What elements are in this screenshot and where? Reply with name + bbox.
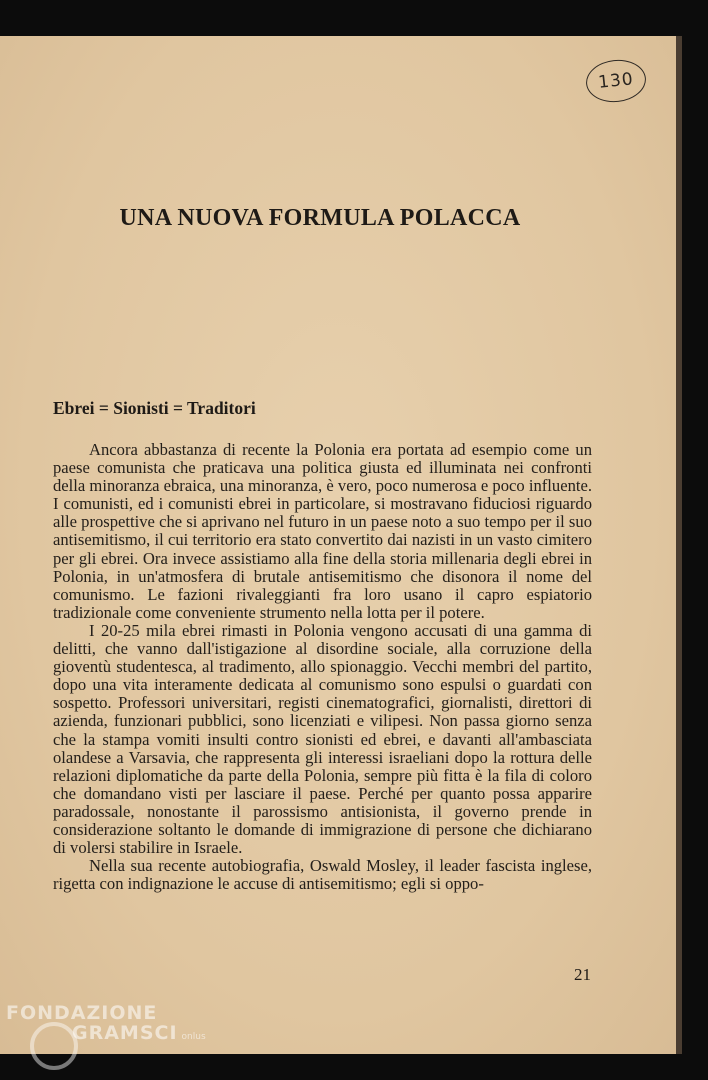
paragraph-3: Nella sua recente autobiografia, Oswald Mosley, il leader fascista inglese, rigetta con indignazione le accuse di antisemitismo; egli si oppo-	[53, 856, 592, 894]
section-heading: Ebrei = Sionisti = Traditori	[53, 398, 256, 418]
paragraph-1: Ancora abbastanza di recente la Polonia era portata ad esempio come un paese comunista che praticava una politica giusta ed illuminata nei confronti della minoranza ebraica, una minoranza, è vero, poco numerosa e poco influente. I comunisti, ed i comunisti ebrei in particolare, si mostravano fiduciosi riguardo alle prospettive che si aprivano nel futuro in un paese noto a suo tempo per il suo antisemitismo, il cui territorio era stato convertito dai nazisti in un vasto cimitero per gli ebrei. Ora invece assistiamo alla fine della storia millenaria degli ebrei in Polonia, in un'atmosfera di brutale antisemitismo che disonora il nome del comunismo. Le fazioni rivaleggianti fra loro usano il capro espiatorio tradizionale come conveniente strumento nella lotta per il potere.	[53, 440, 592, 622]
watermark-line1: FONDAZIONE	[6, 1002, 158, 1024]
watermark	[6, 1003, 206, 1047]
watermark-suffix: onlus	[181, 1032, 206, 1042]
watermark-line2-text: GRAMSCI	[72, 1022, 178, 1044]
article-title: UNA NUOVA FORMULA POLACCA	[119, 205, 521, 231]
paragraph-2: I 20-25 mila ebrei rimasti in Polonia vengono accusati di una gamma di delitti, che vanno dall'istigazione al disordine sociale, alla corruzione della gioventù studentesca, al tradimento, allo spionaggio. Vecchi membri del partito, dopo una vita interamente dedicata al comunismo sono espulsi o guardati con sospetto. Professori universitari, registi cinematografici, giornalisti, direttori di azienda, funzionari pubblici, sono licenziati e vilipesi. Non passa giorno senza che la stampa vomiti insulti contro sionisti ed ebrei, e davanti all'ambasciata olandese a Varsavia, che rappresenta gli interessi israeliani dopo la rottura delle relazioni diplomatiche da parte della Polonia, sempre più fitta è la fila di coloro che domandano visti per lasciare il paese. Perché per quanto possa apparire paradossale, nonostante il parossismo antisionista, il governo prende in considerazione soltanto le domande di immigrazione di persone che dichiarano di volersi stabilire in Israele.	[53, 620, 592, 858]
archive-number-stamp: 130	[584, 57, 648, 105]
page-number: 21	[574, 965, 591, 984]
article-body	[53, 441, 592, 893]
watermark-line2	[6, 1023, 206, 1047]
page-edge	[676, 36, 682, 1054]
